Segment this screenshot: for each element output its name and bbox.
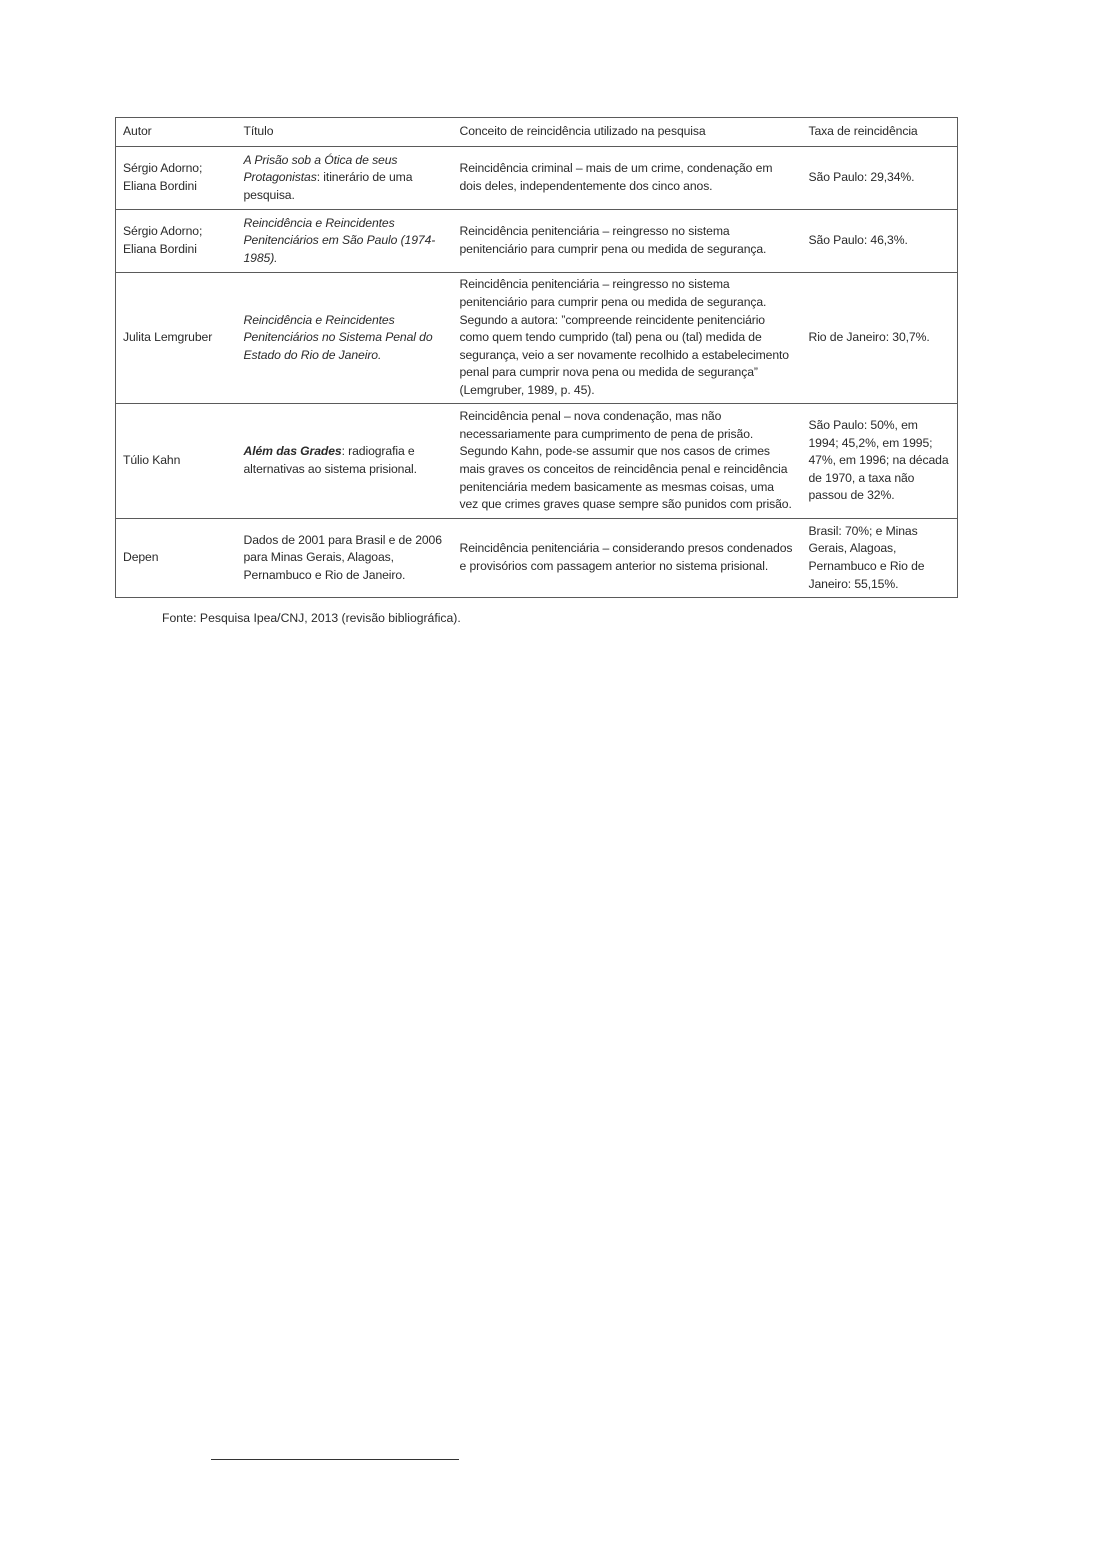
footnote-separator — [211, 1459, 459, 1460]
header-title: Título — [237, 118, 453, 147]
cell-rate: São Paulo: 46,3%. — [802, 210, 958, 273]
table-row — [116, 273, 958, 404]
cell-concept: Reincidência criminal – mais de um crime, condenação em dois deles, independentemente dos cinco anos. — [453, 147, 802, 210]
cell-title — [237, 147, 453, 210]
cell-author: Sérgio Adorno; Eliana Bordini — [116, 147, 237, 210]
cell-author: Túlio Kahn — [116, 404, 237, 519]
table-row — [116, 519, 958, 598]
table-header-row — [116, 118, 958, 147]
table-source-note: Fonte: Pesquisa Ipea/CNJ, 2013 (revisão bibliográfica). — [162, 611, 461, 625]
table-row — [116, 147, 958, 210]
title-rest: : itinerário de uma pesquisa. — [243, 170, 413, 202]
cell-rate: Brasil: 70%; e Minas Gerais, Alagoas, Pernambuco e Rio de Janeiro: 55,15%. — [802, 519, 958, 598]
cell-rate: São Paulo: 29,34%. — [802, 147, 958, 210]
cell-author: Sérgio Adorno; Eliana Bordini — [116, 210, 237, 273]
header-author: Autor — [116, 118, 237, 147]
literature-table-wrapper — [115, 117, 957, 598]
header-rate: Taxa de reincidência — [802, 118, 958, 147]
cell-rate: Rio de Janeiro: 30,7%. — [802, 273, 958, 404]
table-row — [116, 210, 958, 273]
cell-concept: Reincidência penitenciária – considerando presos condenados e provisórios com passagem anterior no sistema prisional. — [453, 519, 802, 598]
title-italic: Reincidência e Reincidentes Penitenciários no Sistema Penal do Estado do Rio de Janeiro. — [243, 312, 433, 362]
cell-concept: Reincidência penal – nova condenação, mas não necessariamente para cumprimento de pena de prisão. Segundo Kahn, pode-se assumir que nos casos de crimes mais graves os conceitos de reincidência penal e reincidência penitenciária medem basicamente as mesmas coisas, uma vez que crimes graves quase sempre são punidos com prisão. — [453, 404, 802, 519]
title-bold-italic: Além das Grades — [243, 444, 342, 459]
cell-title: Dados de 2001 para Brasil e de 2006 para Minas Gerais, Alagoas, Pernambuco e Rio de Janeiro. — [237, 519, 453, 598]
title-rest: : radiografia e alternativas ao sistema prisional. — [243, 444, 417, 476]
cell-concept: Reincidência penitenciária – reingresso no sistema penitenciário para cumprir pena ou medida de segurança. Segundo a autora: ”compreende reincidente penitenciário como quem tendo cumprido (tal) pena ou (tal) medida de segurança, veio a ser novamente recolhido a estabelecimento penal para cumprir nova pena ou medida de segurança” (Lemgruber, 1989, p. 45). — [453, 273, 802, 404]
cell-concept: Reincidência penitenciária – reingresso no sistema penitenciário para cumprir pena ou medida de segurança. — [453, 210, 802, 273]
table-row — [116, 404, 958, 519]
cell-author: Depen — [116, 519, 237, 598]
cell-rate: São Paulo: 50%, em 1994; 45,2%, em 1995; 47%, em 1996; na década de 1970, a taxa não passou de 32%. — [802, 404, 958, 519]
cell-title — [237, 210, 453, 273]
cell-title — [237, 404, 453, 519]
title-italic: Reincidência e Reincidentes Penitenciários em São Paulo (1974-1985). — [243, 215, 436, 265]
cell-author: Julita Lemgruber — [116, 273, 237, 404]
title-italic: A Prisão sob a Ótica de seus Protagonistas — [243, 152, 398, 185]
header-concept: Conceito de reincidência utilizado na pesquisa — [453, 118, 802, 147]
recidivism-table — [115, 117, 958, 598]
cell-title — [237, 273, 453, 404]
